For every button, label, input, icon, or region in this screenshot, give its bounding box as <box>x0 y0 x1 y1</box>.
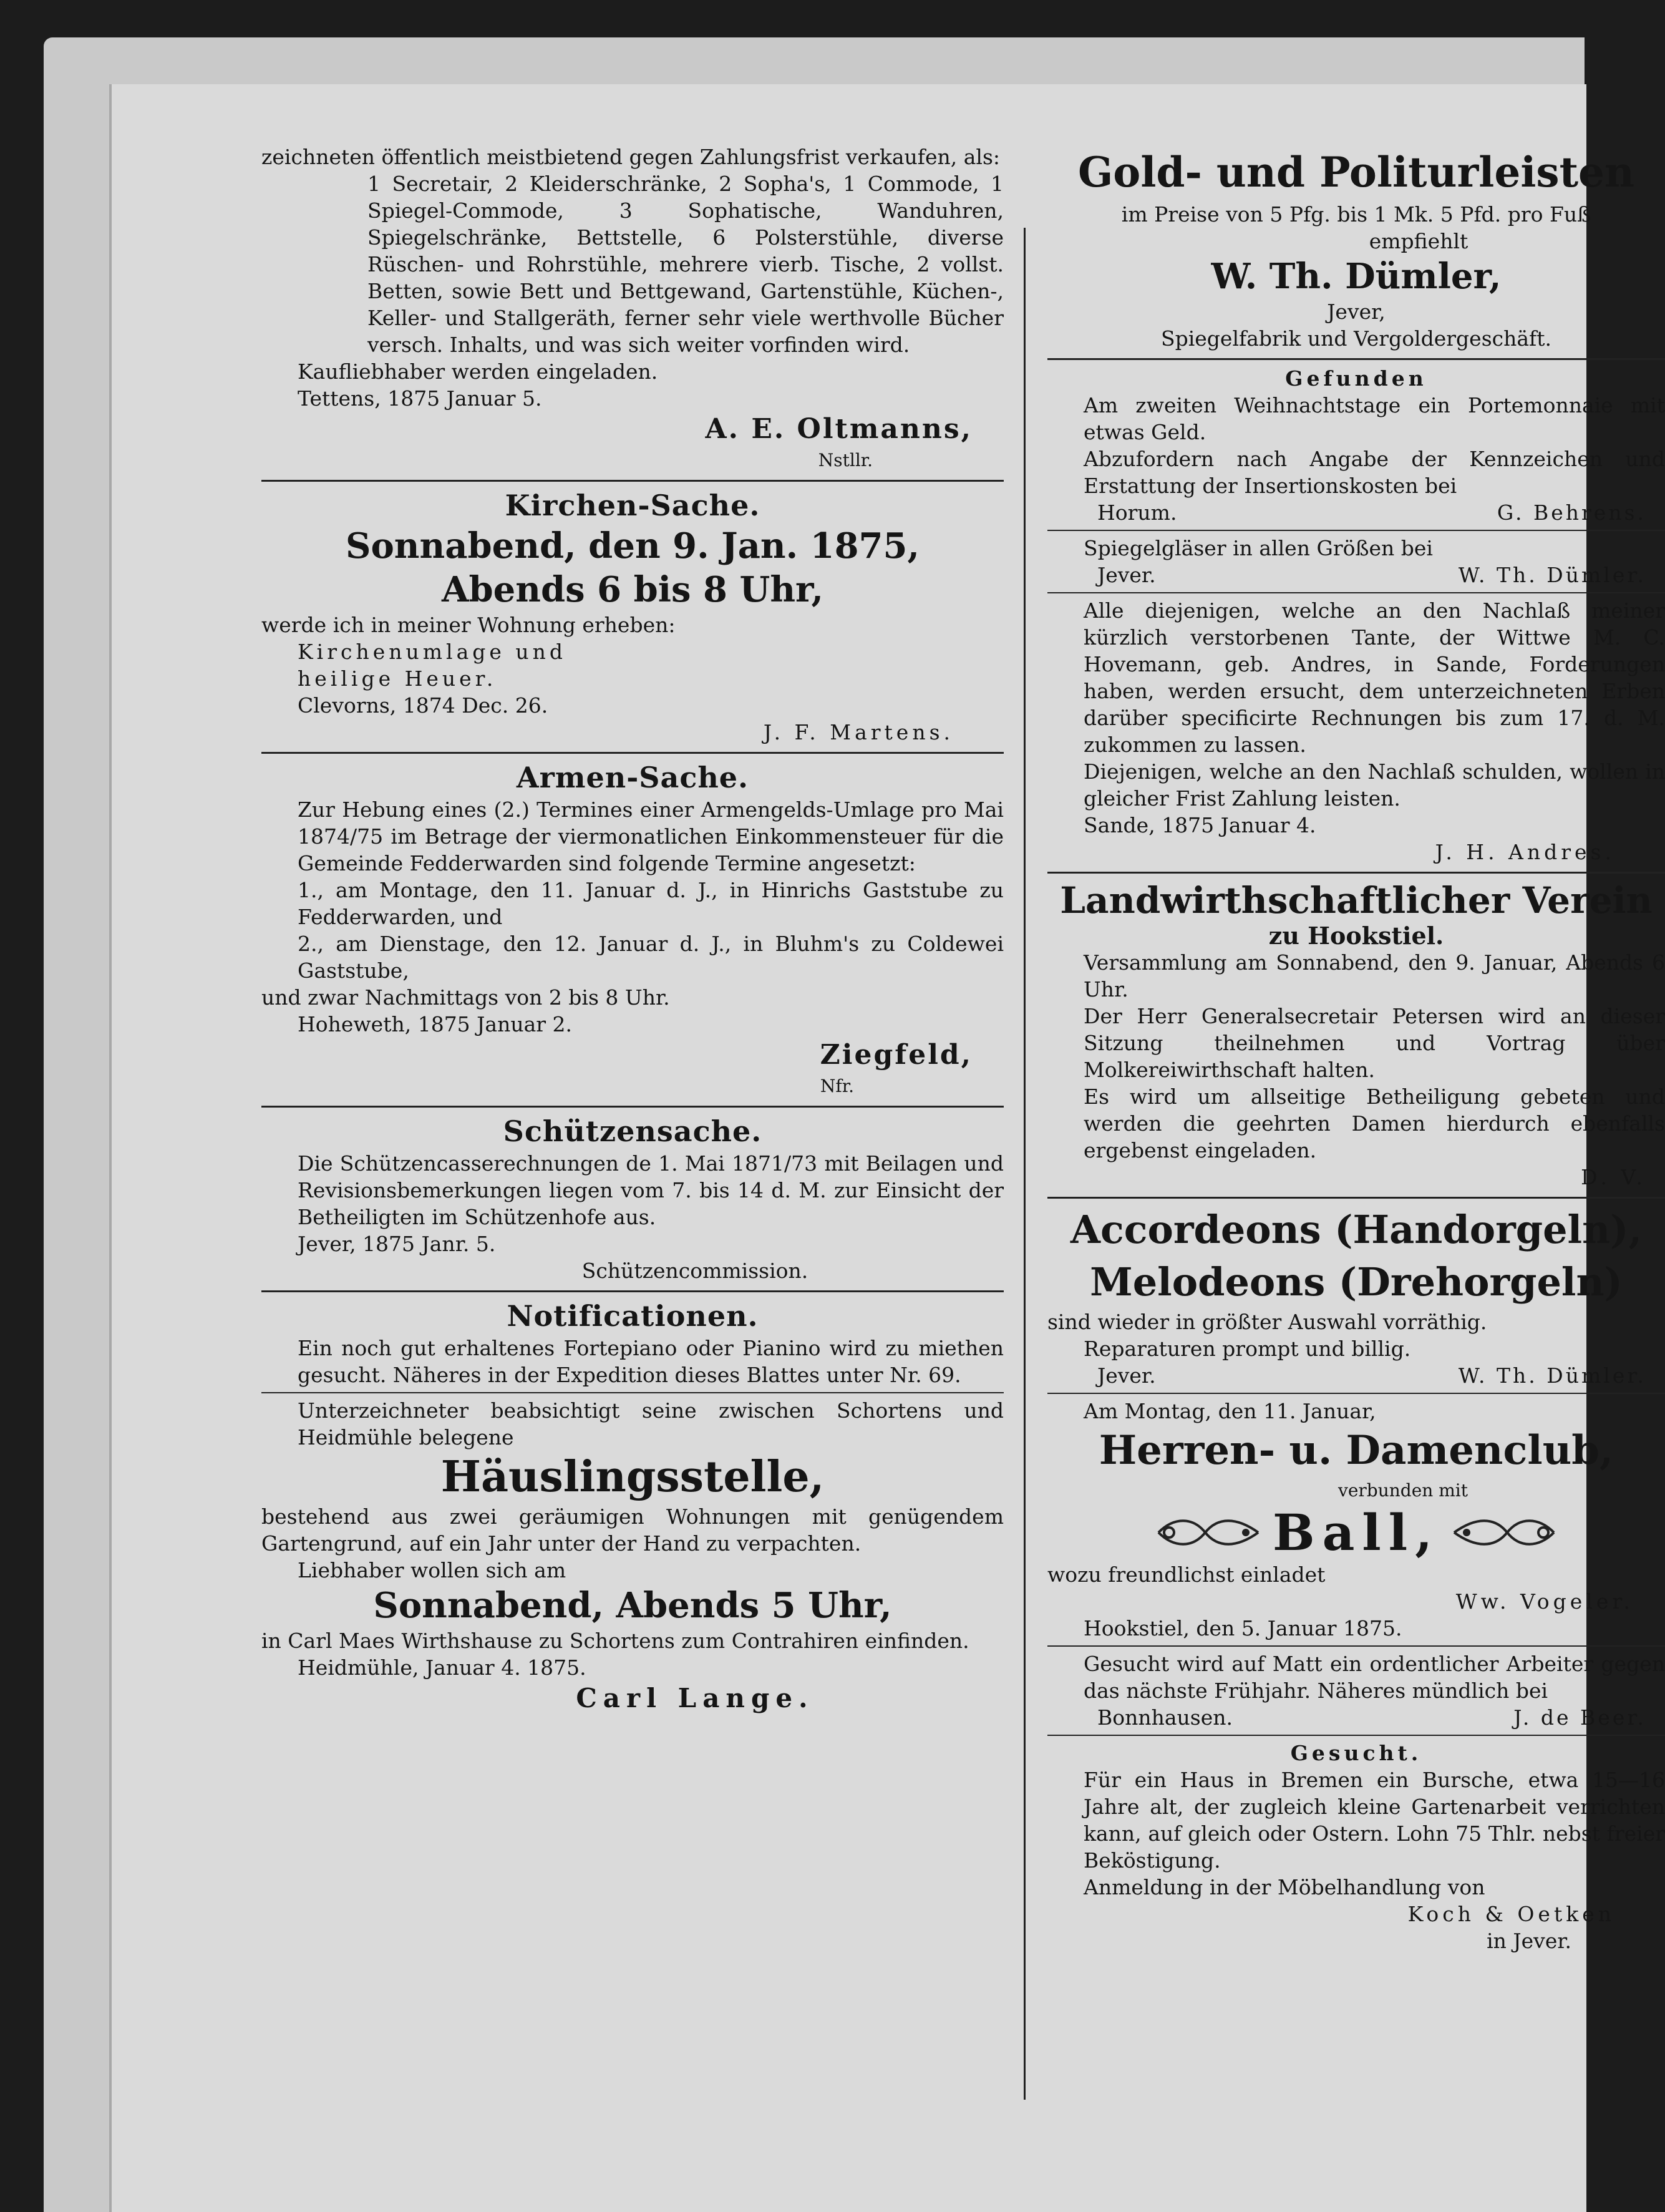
gesucht-2-text-2: Anmeldung in der Möbelhandlung von <box>1084 1875 1485 1899</box>
divider <box>1047 1197 1665 1199</box>
verein-notice <box>1047 879 1665 1191</box>
haeusling-text: bestehend aus zwei geräumigen Wohnungen mit genügendem Gartengrund, auf ein Jahr unter der Hand zu verpachten. <box>261 1504 1004 1556</box>
gold-price: im Preise von 5 Pfg. bis 1 Mk. 5 Pfd. pro Fuß <box>1121 202 1591 227</box>
armen-term-1: 1., am Montage, den 11. Januar d. J., in Hinrichs Gaststube zu Fedderwarden, und <box>298 878 1004 929</box>
nachlass-signature: J. H. Andres. <box>1435 840 1615 864</box>
divider <box>1047 358 1665 360</box>
verein-text: Versammlung am Sonnabend, den 9. Januar, Abends 6 Uhr. <box>1084 950 1665 1001</box>
club-signature: Ww. Vogeler. <box>1455 1589 1634 1614</box>
spiegel-advert <box>1047 535 1665 588</box>
kirchen-text: werde ich in meiner Wohnung erheben: <box>261 613 676 637</box>
haeusling-signature: Carl Lange. <box>576 1683 814 1713</box>
spiegel-footer <box>1047 562 1665 588</box>
divider <box>261 480 1004 482</box>
schuetzen-signature: Schützencommission. <box>581 1259 808 1283</box>
divider <box>1047 1645 1665 1647</box>
gesucht-2-place: in Jever. <box>1487 1929 1571 1953</box>
verein-text-3: Es wird um allseitige Betheiligung gebeten und werden die geehrten Damen hierdurch ebenfalls ergebenst eingeladen. <box>1084 1084 1665 1162</box>
haeusling-heading: Häuslingsstelle, <box>440 1452 825 1502</box>
gesucht-1-footer <box>1047 1704 1665 1731</box>
schuetzen-place-date: Jever, 1875 Janr. 5. <box>298 1232 496 1256</box>
gefunden-notice <box>1047 365 1665 526</box>
club-advert <box>1047 1398 1665 1642</box>
spiegel-text: Spiegelgläser in allen Größen bei <box>1084 536 1433 560</box>
armen-heading: Armen-Sache. <box>516 761 749 794</box>
gefunden-footer <box>1047 499 1665 526</box>
club-heading: Herren- u. Damenclub, <box>1099 1427 1614 1474</box>
haeusling-location: in Carl Maes Wirthshause zu Schortens zum Contrahiren einfinden. <box>261 1629 969 1653</box>
divider <box>261 1106 1004 1108</box>
kirchen-date: Sonnabend, den 9. Jan. 1875, <box>346 525 920 567</box>
divider <box>1047 1393 1665 1394</box>
armen-signature: Ziegfeld, <box>820 1039 973 1071</box>
accordeons-place: Jever. <box>1097 1363 1156 1388</box>
gesucht-2-notice <box>1047 1740 1665 1954</box>
armen-notice <box>261 759 1004 1099</box>
club-place-date: Hookstiel, den 5. Januar 1875. <box>1084 1616 1402 1640</box>
column-divider <box>1024 228 1026 2100</box>
spiegel-signature: W. Th. Dümler. <box>1458 563 1646 587</box>
kirchen-place-date: Clevorns, 1874 Dec. 26. <box>298 693 548 718</box>
armen-text: Zur Hebung eines (2.) Termines einer Armengelds-Umlage pro Mai 1874/75 im Betrage der viermonatlichen Einkommensteuer für die Gemeinde Fedderwarden sind folgende Termine angesetzt: <box>298 797 1004 875</box>
auction-place-date: Tettens, 1875 Januar 5. <box>298 386 542 411</box>
accordeons-advert <box>1047 1204 1665 1389</box>
schuetzen-heading: Schützensache. <box>503 1114 762 1148</box>
verein-text-2: Der Herr Generalsecretair Petersen wird an dieser Sitzung theilnehmen und Vortrag über Molkereiwirthschaft halten. <box>1084 1004 1665 1082</box>
gesucht-2-text: Für ein Haus in Bremen ein Bursche, etwa 15—16 Jahre alt, der zugleich kleine Gartenarbeit verrichten kann, auf gleich oder Ostern. Lohn 75 Thlr. nebst freier Beköstigung. <box>1084 1768 1665 1873</box>
divider <box>261 1290 1004 1292</box>
gold-heading: Gold- und Politurleisten <box>1077 148 1635 197</box>
kirchen-notice <box>261 487 1004 746</box>
haeusling-notice <box>261 1397 1004 1716</box>
nachlass-text-2: Diejenigen, welche an den Nachlaß schulden, wollen in gleicher Frist Zahlung leisten. <box>1084 759 1665 811</box>
auction-items: 1 Secretair, 2 Kleiderschränke, 2 Sopha's, 1 Commode, 1 Spiegel-Commode, 3 Sophatische, Wanduhren, Spiegelschränke, Bettstelle, 6 Polsterstühle, diverse Rüschen- und Rohrstühle, mehrere vierb. Tische, 2 vollst. Betten, sowie Bett und Bettgewand, Gartenstühle, Küchen-, Keller- und Stallgeräth, ferner sehr viele werthvolle Bücher versch. Inhalts, und was sich weiter vorfinden wird. <box>367 172 1004 357</box>
auction-signature: A. E. Oltmanns, <box>705 413 973 445</box>
armen-time: und zwar Nachmittags von 2 bis 8 Uhr. <box>261 985 670 1010</box>
divider <box>1047 1735 1665 1736</box>
schuetzen-notice <box>261 1113 1004 1284</box>
divider <box>1047 872 1665 874</box>
auction-title: Nstllr. <box>818 450 873 470</box>
gefunden-text-2: Abzufordern nach Angabe der Kennzeichen und Erstattung der Insertionskosten bei <box>1084 447 1665 498</box>
haeusling-place-date: Heidmühle, Januar 4. 1875. <box>298 1655 586 1680</box>
kirchen-time: Abends 6 bis 8 Uhr, <box>442 569 823 610</box>
divider <box>261 752 1004 754</box>
accordeons-signature: W. Th. Dümler. <box>1458 1363 1646 1388</box>
verein-heading: Landwirthschaftlicher Verein <box>1060 879 1653 922</box>
haeusling-invite: Liebhaber wollen sich am <box>298 1558 566 1582</box>
newspaper-page <box>109 84 1665 2212</box>
nachlass-text: Alle diejenigen, welche an den Nachlaß meiner kürzlich verstorbenen Tante, der Wittwe M. C. Hovemann, geb. Andres, in Sande, Forderungen haben, werden ersucht, dem unterzeichneten Erben darüber specificirte Rechnungen bis zum 17. d. M. zukommen zu lassen. <box>1084 598 1665 757</box>
left-flourish-icon <box>1155 1514 1261 1551</box>
accordeons-footer <box>1047 1362 1665 1389</box>
gold-town: Jever, <box>1327 300 1386 324</box>
divider <box>1047 530 1665 531</box>
accordeons-text: sind wieder in größter Auswahl vorräthig. <box>1047 1310 1487 1334</box>
gefunden-heading: Gefunden <box>1285 366 1427 391</box>
accordeons-line-1: Accordeons (Handorgeln), <box>1070 1207 1643 1252</box>
gesucht-1-text: Gesucht wird auf Matt ein ordentlicher Arbeiter gegen das nächste Frühjahr. Näheres mündlich bei <box>1084 1652 1665 1703</box>
auction-intro: zeichneten öffentlich meistbietend gegen Zahlungsfrist verkaufen, als: <box>261 145 1001 169</box>
gefunden-signature: G. Behrens. <box>1497 500 1646 525</box>
club-ball: Ball, <box>1272 1503 1440 1562</box>
gesucht-1-place: Bonnhausen. <box>1097 1705 1233 1730</box>
right-column <box>1047 144 1665 1954</box>
kirchen-heading: Kirchen-Sache. <box>505 489 760 522</box>
gesucht-1-notice <box>1047 1650 1665 1731</box>
verein-signature: D. V. <box>1581 1165 1646 1189</box>
auction-notice <box>261 144 1004 474</box>
auction-invite: Kaufliebhaber werden eingeladen. <box>298 359 658 384</box>
schuetzen-text: Die Schützencasserechnungen de 1. Mai 1871/73 mit Beilagen und Revisionsbemerkungen liegen vom 7. bis 14 d. M. zur Einsicht der Betheiligten im Schützenhofe aus. <box>298 1151 1004 1229</box>
spiegel-place: Jever. <box>1097 563 1156 587</box>
kirchen-item-1: Kirchenumlage und <box>298 640 567 664</box>
club-connected: verbunden mit <box>1338 1480 1468 1501</box>
club-date: Am Montag, den 11. Januar, <box>1084 1399 1376 1423</box>
gold-name: W. Th. Dümler, <box>1211 256 1502 297</box>
armen-term-2: 2., am Dienstage, den 12. Januar d. J., in Bluhm's zu Coldewei Gaststube, <box>298 932 1004 983</box>
left-column <box>261 144 1004 1716</box>
gesucht-2-firm: Koch & Oetken <box>1407 1902 1615 1926</box>
haeusling-date-line: Sonnabend, Abends 5 Uhr, <box>373 1585 892 1626</box>
right-flourish-icon <box>1451 1514 1557 1551</box>
kirchen-signature: J. F. Martens. <box>763 720 954 744</box>
divider <box>1047 592 1665 593</box>
gefunden-text: Am zweiten Weihnachtstage ein Portemonnaie mit etwas Geld. <box>1084 393 1665 444</box>
ball-ornament-row <box>1047 1504 1665 1561</box>
gold-recommends: empfiehlt <box>1369 229 1468 253</box>
accordeons-text-2: Reparaturen prompt und billig. <box>1084 1337 1411 1361</box>
kirchen-item-2: heilige Heuer. <box>298 666 497 691</box>
gold-business: Spiegelfabrik und Vergoldergeschäft. <box>1160 326 1552 351</box>
gesucht-2-heading: Gesucht. <box>1290 1741 1422 1765</box>
haeusling-intro: Unterzeichneter beabsichtigt seine zwischen Schortens und Heidmühle belegene <box>298 1398 1004 1449</box>
gold-advert <box>1047 144 1665 352</box>
nachlass-place-date: Sande, 1875 Januar 4. <box>1084 813 1316 837</box>
club-invite: wozu freundlichst einladet <box>1047 1562 1326 1587</box>
armen-place-date: Hoheweth, 1875 Januar 2. <box>298 1012 573 1036</box>
verein-sub: zu Hookstiel. <box>1268 922 1444 950</box>
divider <box>261 1392 1004 1393</box>
notif-text: Ein noch gut erhaltenes Fortepiano oder Pianino wird zu miethen gesucht. Näheres in der Expedition dieses Blattes unter Nr. 69. <box>298 1336 1004 1387</box>
notif-heading: Notificationen. <box>507 1299 759 1333</box>
accordeons-line-2: Melodeons (Drehorgeln) <box>1090 1259 1623 1305</box>
gesucht-1-signature: J. de Beer. <box>1513 1705 1646 1730</box>
gefunden-place: Horum. <box>1097 500 1177 525</box>
nachlass-notice <box>1047 597 1665 865</box>
armen-title: Nfr. <box>820 1076 854 1096</box>
notif-notice <box>261 1297 1004 1388</box>
